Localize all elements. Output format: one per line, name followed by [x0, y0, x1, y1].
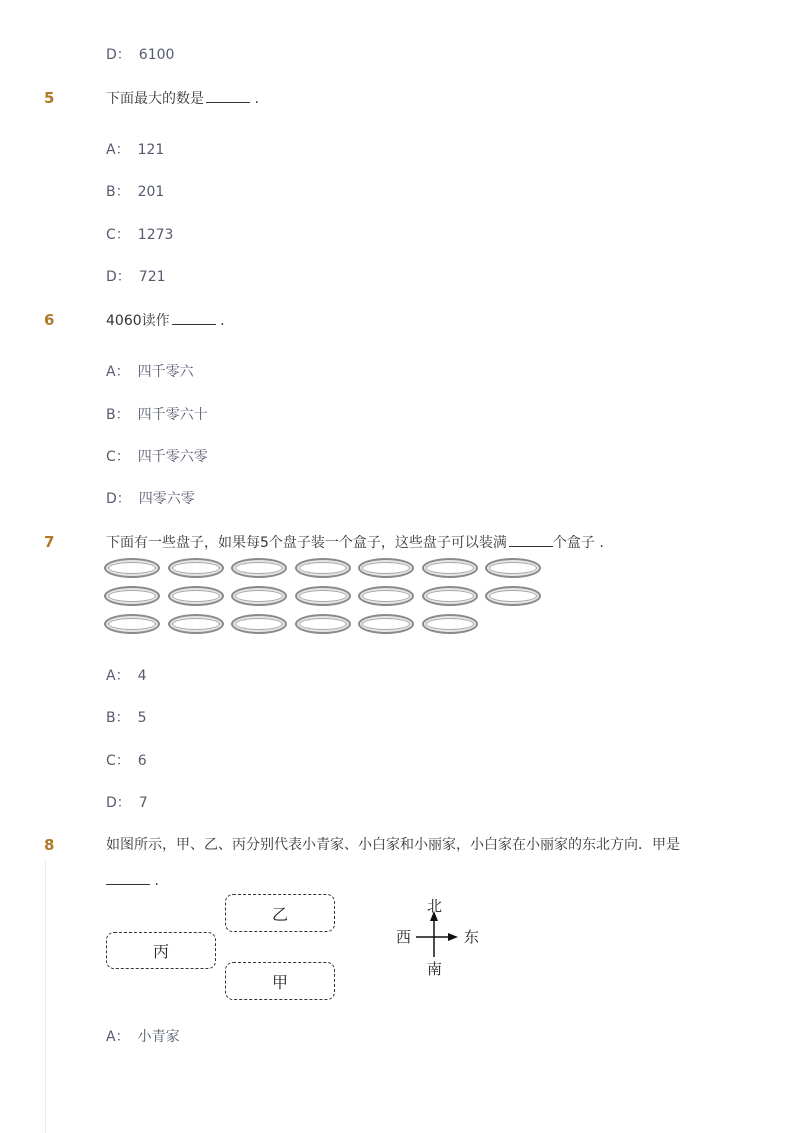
question-number: 7	[44, 533, 55, 551]
q7-option-c[interactable]	[106, 752, 147, 770]
q6-option-c[interactable]	[106, 448, 208, 466]
plate-icon	[358, 558, 414, 578]
plate-icon	[422, 586, 478, 606]
plate-icon	[485, 586, 541, 606]
option-label: D：	[106, 269, 131, 285]
option-value: 四千零六十	[137, 407, 208, 423]
option-label: A：	[106, 1029, 130, 1045]
option-value: 121	[137, 142, 165, 158]
option-value: 4	[137, 668, 147, 684]
box-jia	[225, 962, 335, 1000]
plate-icon	[168, 586, 224, 606]
answer-blank	[172, 311, 216, 325]
plate-icon	[422, 614, 478, 634]
q6-option-b[interactable]	[106, 406, 208, 424]
option-value: 四零六零	[138, 491, 195, 507]
option-value: 201	[137, 184, 165, 200]
compass-west: 西	[396, 928, 412, 946]
plate-icon	[295, 586, 351, 606]
question-text: 下面有一些盘子，如果每5个盘子装一个盒子，这些盘子可以装满 个盒子 .	[106, 535, 604, 551]
option-value: 6	[137, 753, 147, 769]
option-value: 6100	[138, 47, 175, 63]
plate-icon	[485, 558, 541, 578]
answer-blank	[206, 89, 250, 103]
answer-blank	[106, 871, 150, 885]
option-value: 5	[137, 710, 147, 726]
option-label: D：	[106, 47, 131, 63]
option-label: D：	[106, 795, 131, 811]
question-text: 如图所示，甲、乙、丙分别代表小青家、小白家和小丽家，小白家在小丽家的东北方向．甲是	[106, 837, 680, 853]
plate-icon	[422, 558, 478, 578]
q6-option-a[interactable]	[106, 363, 194, 381]
option-label: B：	[106, 710, 130, 726]
option-label: D：	[106, 491, 131, 507]
option-label: C：	[106, 753, 130, 769]
box-label: 甲	[271, 972, 288, 992]
option-value: 7	[138, 795, 148, 811]
box-yi	[225, 894, 335, 932]
option-label: C：	[106, 227, 130, 243]
plate-icon	[104, 558, 160, 578]
plate-icon	[231, 614, 287, 634]
q5-option-c[interactable]	[106, 226, 173, 244]
q8-option-a[interactable]	[106, 1028, 180, 1046]
option-label: B：	[106, 184, 130, 200]
q7-option-d[interactable]	[106, 794, 148, 812]
plate-icon	[295, 614, 351, 634]
plate-icon	[231, 558, 287, 578]
option-value: 1273	[137, 227, 174, 243]
question-text-continued: .	[106, 871, 159, 890]
question-text: 4060读作 .	[106, 313, 225, 329]
plate-icon	[168, 558, 224, 578]
plate-icon	[104, 614, 160, 634]
option-label: A：	[106, 668, 130, 684]
page-margin-line	[45, 860, 46, 1133]
option-label: A：	[106, 364, 130, 380]
compass-east: 东	[464, 928, 480, 946]
plates-figure	[104, 558, 564, 642]
plate-icon	[358, 614, 414, 634]
plate-icon	[104, 586, 160, 606]
option-value: 721	[138, 269, 166, 285]
box-bing	[106, 932, 216, 969]
option-label: C：	[106, 449, 130, 465]
question-number: 6	[44, 311, 55, 329]
compass-diagram	[392, 895, 492, 980]
plate-icon	[295, 558, 351, 578]
option-label: A：	[106, 142, 130, 158]
option-value: 四千零六零	[137, 449, 208, 465]
option-label: B：	[106, 407, 130, 423]
box-label: 乙	[271, 904, 288, 924]
q5-option-b[interactable]	[106, 183, 164, 201]
plate-icon	[231, 586, 287, 606]
compass-south: 南	[427, 960, 443, 978]
question-text: 下面最大的数是 .	[106, 91, 259, 107]
answer-blank	[509, 533, 553, 547]
question-number: 8	[44, 836, 55, 854]
q5-option-a[interactable]	[106, 141, 164, 159]
compass-north: 北	[427, 897, 443, 915]
q7-option-a[interactable]	[106, 667, 147, 685]
q7-option-b[interactable]	[106, 709, 147, 727]
box-label: 丙	[152, 942, 169, 961]
option-value: 四千零六	[137, 364, 194, 380]
option-value: 小青家	[137, 1029, 180, 1045]
q5-option-d[interactable]	[106, 268, 166, 286]
q4-option-d[interactable]	[106, 46, 174, 64]
plate-icon	[358, 586, 414, 606]
plate-icon	[168, 614, 224, 634]
q6-option-d[interactable]	[106, 490, 195, 508]
question-number: 5	[44, 89, 55, 107]
